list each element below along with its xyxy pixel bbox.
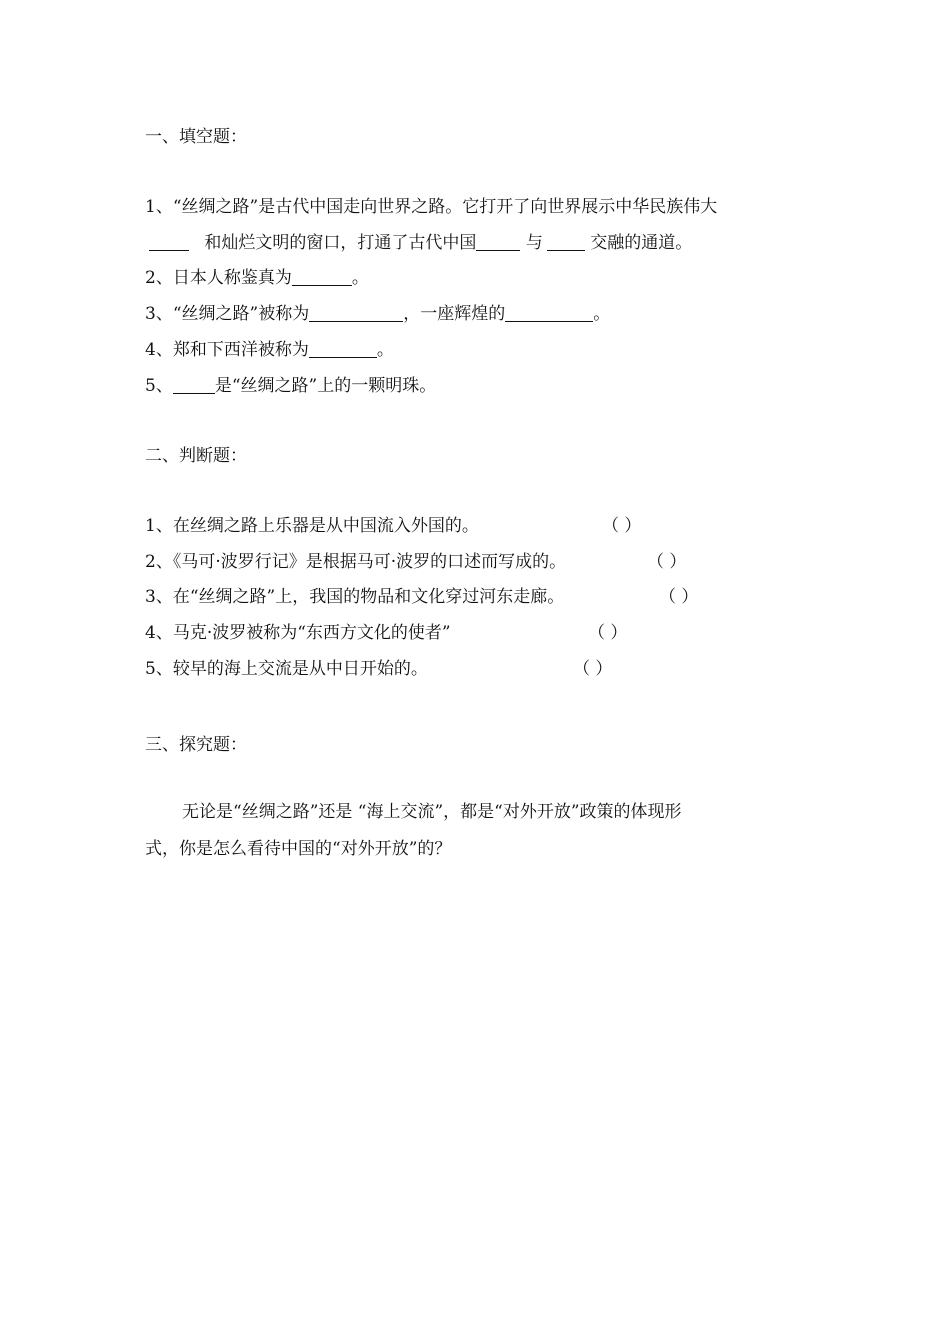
answer-blank[interactable] bbox=[309, 339, 377, 358]
answer-blank[interactable] bbox=[547, 232, 585, 251]
fill-question-5: 5、 是“丝绸之路”上的一颗明珠。 bbox=[145, 376, 437, 396]
answer-paren[interactable]: （ ） bbox=[602, 516, 642, 536]
judge-question-4: 4、马克·波罗被称为“东西方文化的使者” （ ） bbox=[145, 623, 628, 643]
answer-blank[interactable] bbox=[149, 232, 189, 251]
judge-question-2: 2、《马可·波罗行记》是根据马可·波罗的口述而写成的。 （ ） bbox=[145, 552, 687, 572]
inquiry-paragraph-line1: 无论是“丝绸之路”还是 “海上交流”，都是“对外开放”政策的体现形 bbox=[182, 802, 682, 822]
answer-blank[interactable] bbox=[476, 232, 520, 251]
inquiry-paragraph-line2: 式，你是怎么看待中国的“对外开放”的？ bbox=[145, 839, 452, 859]
fill-question-4: 4、郑和下西洋被称为 。 bbox=[145, 340, 394, 360]
section1-title: 一、填空题： bbox=[145, 127, 247, 147]
fill-question-3: 3、“丝绸之路”被称为 ，一座辉煌的 。 bbox=[145, 304, 611, 324]
answer-blank[interactable] bbox=[292, 267, 352, 286]
fill-question-1-line1: 1、“丝绸之路”是古代中国走向世界之路。它打开了向世界展示中华民族伟大 bbox=[145, 197, 718, 217]
fill-question-2: 2、日本人称鉴真为 。 bbox=[145, 268, 369, 288]
answer-paren[interactable]: （ ） bbox=[659, 587, 699, 607]
fill-question-1-line2: 和灿烂文明的窗口，打通了古代中国 与 交融的通道。 bbox=[145, 231, 692, 255]
answer-paren[interactable]: （ ） bbox=[588, 623, 628, 643]
section2-title: 二、判断题： bbox=[145, 446, 247, 466]
answer-paren[interactable]: （ ） bbox=[647, 552, 687, 572]
answer-blank[interactable] bbox=[505, 303, 593, 322]
answer-blank[interactable] bbox=[309, 303, 403, 322]
judge-question-1: 1、在丝绸之路上乐器是从中国流入外国的。 （ ） bbox=[145, 516, 642, 536]
judge-question-5: 5、较早的海上交流是从中日开始的。 （ ） bbox=[145, 659, 613, 679]
judge-question-3: 3、在“丝绸之路”上，我国的物品和文化穿过河东走廊。 （ ） bbox=[145, 587, 699, 607]
section3-title: 三、探究题： bbox=[145, 735, 247, 755]
answer-paren[interactable]: （ ） bbox=[573, 659, 613, 679]
answer-blank[interactable] bbox=[173, 375, 215, 394]
